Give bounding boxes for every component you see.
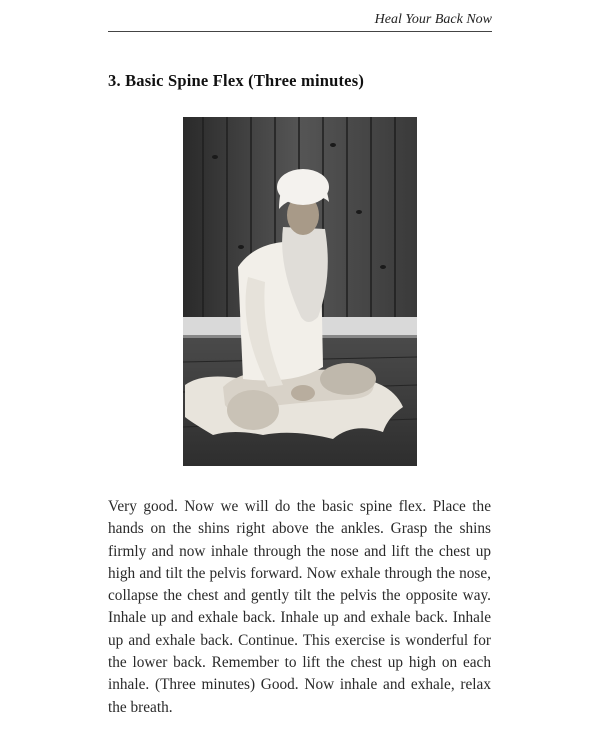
exercise-instructions: Very good. Now we will do the basic spine flex. Place the hands on the shins right above the ankles. Grasp the shins firmly and now inhale through the nose and lift the chest up high and tilt the pelvis forward. Now exhale through the nose, collapse the chest and gently tilt the pelvis the opposite way. Inhale up and exhale back. Inhale up and exhale back. Inhale up and exhale back. Continue. This exercise is wonderful for the lower back. Remember to lift the chest up high on each inhale. (Three minutes) Good. Now inhale and exhale, relax the breath. — [108, 498, 491, 716]
running-header: Heal Your Back Now — [374, 12, 492, 27]
exercise-photo — [183, 117, 417, 466]
section-heading: 3. Basic Spine Flex (Three minutes) — [108, 71, 365, 90]
header-rule — [108, 31, 492, 32]
